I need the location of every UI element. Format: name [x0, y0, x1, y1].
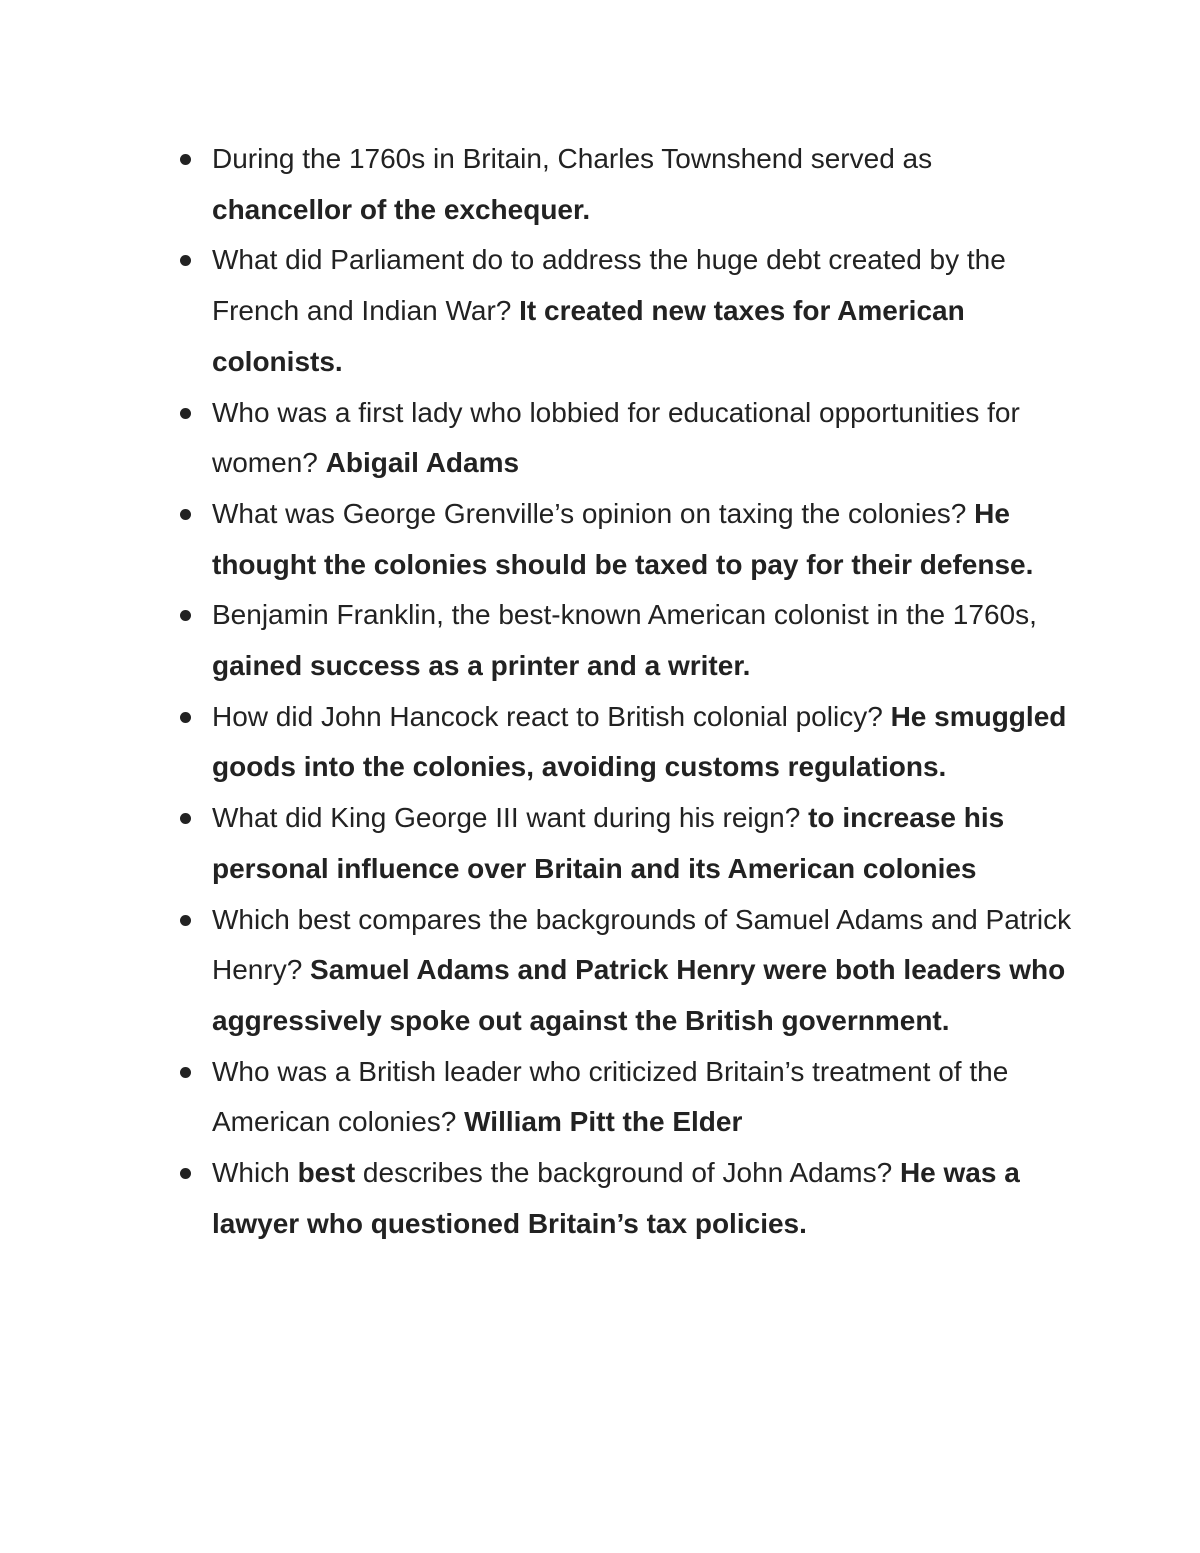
bullet-icon [180, 1168, 191, 1179]
question-answer-list [176, 134, 1076, 1249]
question-text: What did King George III want during his reign? [212, 802, 809, 834]
list-item [176, 235, 1076, 387]
list-item [176, 793, 1076, 894]
list-item [176, 590, 1076, 691]
question-text: What did Parliament do to address the huge debt created by the French and Indian War? [212, 244, 1006, 327]
bullet-icon [180, 255, 191, 266]
answer-text: He thought the colonies should be taxed to pay for their defense. [212, 497, 1034, 580]
question-emphasis: best [297, 1157, 356, 1189]
bullet-icon [180, 1067, 191, 1078]
question-text-start: Which [212, 1157, 298, 1189]
answer-text: chancellor of the exchequer. [212, 193, 591, 225]
bullet-icon [180, 712, 191, 723]
bullet-icon [180, 915, 191, 926]
answer-text: It created new taxes for American colonists. [212, 295, 965, 377]
list-item [176, 1148, 1076, 1249]
list-item [176, 134, 1076, 235]
answer-text: gained success as a printer and a writer. [212, 650, 751, 682]
bullet-icon [180, 154, 191, 165]
question-text: What was George Grenville’s opinion on taxing the colonies? [212, 497, 975, 529]
answer-text: to increase his personal influence over Britain and its American colonies [212, 802, 1005, 884]
bullet-icon [180, 610, 191, 621]
question-text-end: describes the background of John Adams? [355, 1157, 900, 1189]
list-item [176, 895, 1076, 1047]
list-item [176, 692, 1076, 793]
question-text: How did John Hancock react to British colonial policy? [212, 700, 891, 732]
answer-text: He was a lawyer who questioned Britain’s tax policies. [212, 1157, 1020, 1239]
question-text: Who was a first lady who lobbied for educational opportunities for women? [212, 396, 1020, 479]
list-item [176, 1047, 1076, 1148]
answer-text: Samuel Adams and Patrick Henry were both leaders who aggressively spoke out against the British government. [212, 954, 1066, 1036]
list-item [176, 489, 1076, 590]
answer-text: William Pitt the Elder [464, 1106, 743, 1138]
question-text: Which best compares the backgrounds of Samuel Adams and Patrick Henry? [212, 903, 1072, 986]
bullet-icon [180, 408, 191, 419]
bullet-icon [180, 509, 191, 520]
question-text: Who was a British leader who criticized Britain’s treatment of the American colonies? [212, 1055, 1009, 1138]
answer-text: He smuggled goods into the colonies, avoiding customs regulations. [212, 700, 1067, 783]
question-text: Benjamin Franklin, the best-known American colonist in the 1760s, [212, 599, 1037, 631]
list-item [176, 388, 1076, 489]
answer-text: Abigail Adams [325, 447, 520, 479]
question-text: During the 1760s in Britain, Charles Townshend served as [212, 143, 933, 174]
bullet-icon [180, 813, 191, 824]
